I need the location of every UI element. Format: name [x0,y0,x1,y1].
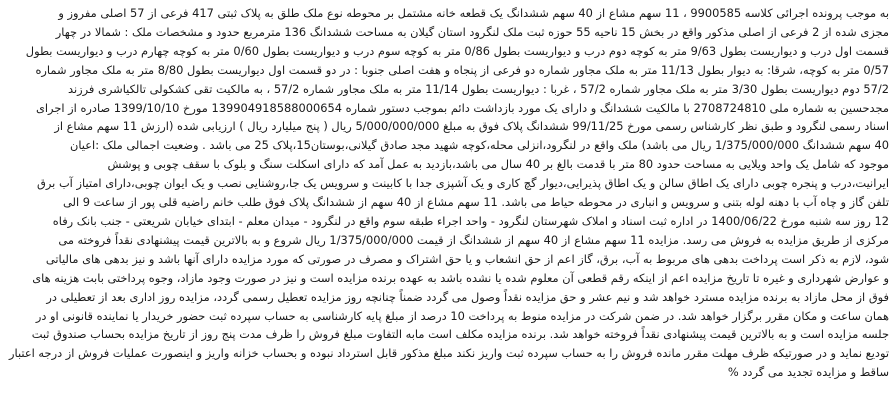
notice-line: 12 روز سه شنبه مورخ 1400/06/22 در اداره ثبت اسناد و املاک شهرستان لنگرود - واحد اجراء طبقه سوم واقع در لنگرود - میدان معلم - ابتدای خیابان شریعتی - جنب بانک رفاه [52,213,889,228]
notice-line: اسناد رسمی لنگرود و طبق نظر کارشناس رسمی مورخ 99/11/25 ششدانگ پلاک فوق به مبلغ 5/000/000/000 ریال ( پنج میلیارد ریال ) ارزیابی شده (ارزش 11 سهم مشاع از [54,119,889,134]
notice-line: فوق از محل مازاد به برنده مزایده مسترد خواهد شد و نیم عشر و حق مزایده نقداً وصول می گردد ضمناً چنانچه روز مزایده تعطیل رسمی گردد، مزایده روز اداری بعد از تعطیلی در [46,289,889,304]
notice-line: ساقط و مزایده تجدید می گردد % [727,365,889,380]
notice-line: قسمت اول درب و دیواریست بطول 9/63 متر به کوچه دوم درب و دیواریست بطول 0/86 متر به کوچه سوم درب و دیواریست بطول 0/60 متر به کوچه چهارم درب و دیواریست بطول [25,43,889,58]
notice-line: مجدحسین به شماره ملی 2708724810 با مالکیت ششدانگ و دارای یک مورد بازداشت دائم بموجب دستور شماره 139904918588000654 مورخ 1399/10/10 صادره از اجرای [35,100,889,115]
notice-line: ایرانیت،درب و پنجره چوبی دارای یک اطاق سالن و یک اطاق پذیرایی،دیوار گچ کاری و یک آشپزی جدا با کابینت و سرویس یک جا،روشنایی نصب و یک ایوان چوبی،دارای امتیاز آب برق [37,176,889,191]
notice-line: همان ساعت و مکان مقرر برگزار خواهد شد. در ضمن شرکت در مزایده منوط به پرداخت 10 درصد از مبلغ پایه کارشناسی به حساب سپرده ثبت حضور خریدار یا نماینده قانونی او در [35,308,889,323]
notice-line: 0/57 متر به کوچه، شرقا: به دیوار بطول 11/13 متر به ملک مجاور شماره دو فرعی از پنجاه و هفت اصلی جنوبا : در دو قسمت اول دیواریست بطول 8/80 متر به ملک مجاور شماره [35,62,889,77]
notice-line: 40 سهم ششدانگ 1/375/000/000 ریال می باشد) ملک واقع در لنگرود،انزلی محله،کوچه شهید مجد صادق گیلانی،بوستان15،پلاک 25 می باشد . وضعیت اجمالی ملک :اعیان [69,138,889,153]
notice-line: تودیع نماید و در صورتیکه ظرف مهلت مقرر مانده فروش را به حساب سپرده ثبت واریز نکند مبلغ مذکور قابل استرداد نبوده و بحساب خزانه واریز و اینصورت عملیات فروش از درجه اعتبار [9,346,889,361]
notice-line: مرکزی از طریق مزایده به فروش می رسد. مزایده 11 سهم مشاع از 40 سهم از ششدانگ از قیمت 1/375/000/000 ریال شروع و به بالاترین قیمت پیشنهادی نقداً فروخته می [58,232,889,247]
notice-line: تلفن گاز و چاه آب با دهنه لوله بتنی و سرویس و انباری در محوطه حیاط می باشد. 11 سهم مشاع از 40 سهم از ششدانگ پلاک فوق طلب خانم راضیه قلی پور از ساعت 9 الی [62,195,889,210]
notice-line: به موجب پرونده اجرائی کلاسه 9900585 ، 11 سهم مشاع از 40 سهم ششدانگ یک قطعه خانه مشتمل بر محوطه نوع ملک طلق به پلاک ثبتی 417 فرعی از 57 اصلی مفروز و [58,6,889,20]
notice-line: 57/2 دوم دیواریست بطول 3/30 متر به ملک مجاور شماره 57/2 ، غربا : دیواریست بطول 11/14 متر به ملک مجاور شماره 57/2 ، به مالکیت تقی کشکولی تالکیاشری فرزند [67,81,889,96]
notice-line: مجزی شده از 2 فرعی از اصلی مذکور واقع در بخش 15 ناحیه 55 حوزه ثبت ملک لنگرود استان گیلان به مساحت ششدانگ 136 مترمربع حدود و مشخصات ملک : شمالا در چهار [55,24,889,39]
notice-line: شود، لازم به ذکر است پرداخت بدهی های مربوط به آب، برق، گاز اعم از حق انشعاب و یا حق اشتراک و مصرف در صورتی که مورد مزایده دارای آنها باشد و نیز بدهی های مالیاتی [45,251,889,266]
notice-line: جلسه مزایده است و به بالاترین قیمت پیشنهادی نقداً فروخته خواهد شد. برنده مزایده مکلف است مابه التفاوت مبلغ فروش را ظرف مدت پنج روز از تاریخ مزایده بحساب صندوق ثبت [31,327,889,342]
notice-line: موجود که شامل یک واحد ویلایی به مساحت حدود 80 متر با قدمت بالغ بر 40 سال می باشد،بازدید به عمل آمد که دارای اسکلت سنگ و بلوک با سقف چوبی و پوشش [107,157,889,172]
notice-line: و عوارض شهرداری و غیره تا تاریخ مزایده اعم از اینکه رقم قطعی آن معلوم شده یا نشده باشد به عهده برنده مزایده است و نیز در صورت وجود مازاد، وجوه پرداختی بابت هزینه های [32,270,889,285]
